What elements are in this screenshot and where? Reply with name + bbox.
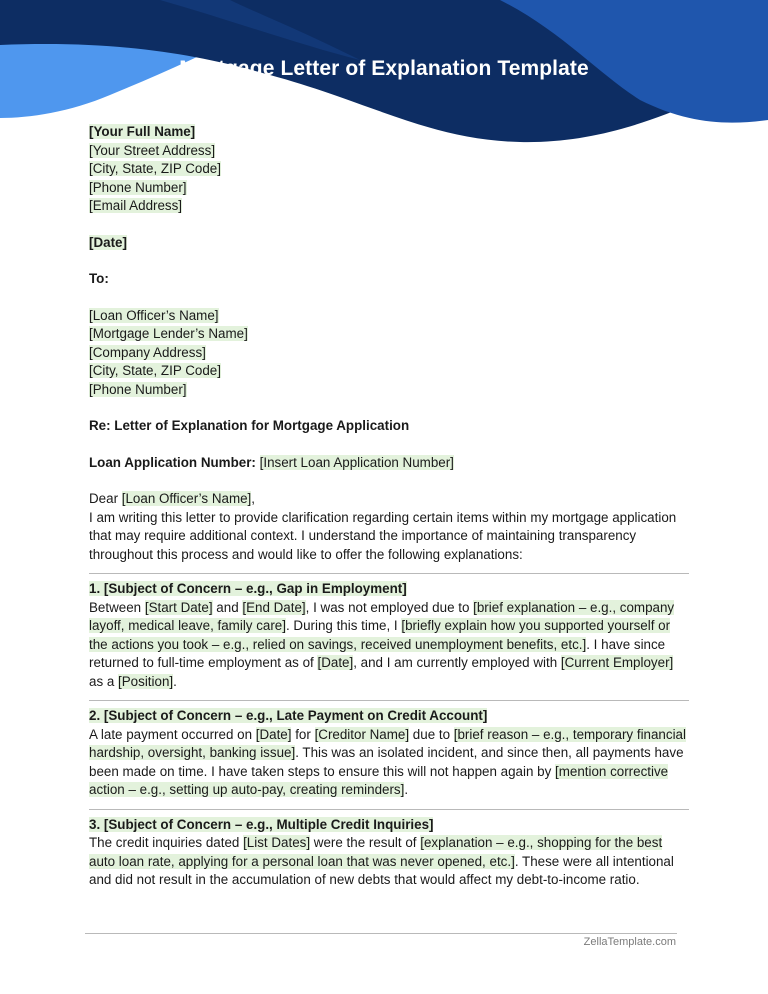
salutation-prefix: Dear: [89, 491, 119, 506]
sender-email: [Email Address]: [89, 198, 183, 213]
section-3: [89, 809, 689, 890]
loan-number-line: [89, 454, 689, 473]
section-heading: 3. [Subject of Concern – e.g., Multiple Credit Inquiries]: [89, 816, 434, 832]
section-body: Between [Start Date] and [End Date], I was not employed due to [brief explanation – e.g., company layoff, medical leave, family care]. During this time, I [briefly explain how you supported yourself or the actions you took – e.g., relied on savings, received unemployment benefits, etc.]. I have since returned to full-time employment as of [Date], and I am currently employed with [Current Employer] as a [Position].: [89, 599, 675, 689]
footer-brand: ZellaTemplate.com: [583, 936, 676, 948]
section-body: A late payment occurred on [Date] for [Creditor Name] due to [brief reason – e.g., temporary financial hardship, oversight, banking issue]. This was an isolated incident, and since then, all payments have been made on time. I have taken steps to ensure this will not happen again by [mention corrective action – e.g., setting up auto-pay, creating reminders].: [89, 726, 686, 797]
sender-phone: [Phone Number]: [89, 179, 187, 195]
sender-name: [Your Full Name]: [89, 124, 196, 139]
loan-number-label: Loan Application Number:: [89, 454, 256, 470]
recipient-address: [Company Address]: [89, 344, 206, 360]
sender-city: [City, State, ZIP Code]: [89, 161, 221, 176]
recipient-lender: [Mortgage Lender’s Name]: [89, 326, 248, 341]
recipient-city: [City, State, ZIP Code]: [89, 363, 221, 378]
to-label: To:: [89, 271, 109, 286]
salutation-suffix: ,: [251, 491, 256, 506]
intro-paragraph: I am writing this letter to provide clarification regarding certain items within my mortgage application that may require additional context. I understand the importance of maintaining transparency throughout this process and would like to offer the following explanations:: [89, 509, 677, 562]
section-2: [89, 700, 689, 800]
recipient-block: [89, 307, 689, 400]
salutation: [89, 490, 689, 509]
section-heading: 2. [Subject of Concern – e.g., Late Payment on Credit Account]: [89, 708, 488, 723]
sender-street: [Your Street Address]: [89, 142, 216, 158]
recipient-officer: [Loan Officer’s Name]: [89, 307, 219, 323]
recipient-phone: [Phone Number]: [89, 381, 187, 397]
letter-body: [89, 123, 689, 890]
loan-number-value: [Insert Loan Application Number]: [259, 454, 454, 470]
sender-block: [89, 123, 689, 216]
document-title: Mortgage Letter of Explanation Template: [179, 57, 589, 80]
section-body: The credit inquiries dated [List Dates] were the result of [explanation – e.g., shopping for the best auto loan rate, applying for a personal loan that was never opened, etc.]. These were all intentional and did not result in the accumulation of new debts that would affect my debt-to-income ratio.: [89, 835, 674, 887]
re-line: Re: Letter of Explanation for Mortgage Application: [89, 418, 410, 433]
footer-divider: [85, 933, 677, 934]
salutation-name: [Loan Officer’s Name]: [121, 491, 252, 506]
letter-date: [Date]: [89, 234, 127, 250]
section-1: [89, 573, 689, 691]
section-heading: 1. [Subject of Concern – e.g., Gap in Employment]: [89, 581, 407, 596]
